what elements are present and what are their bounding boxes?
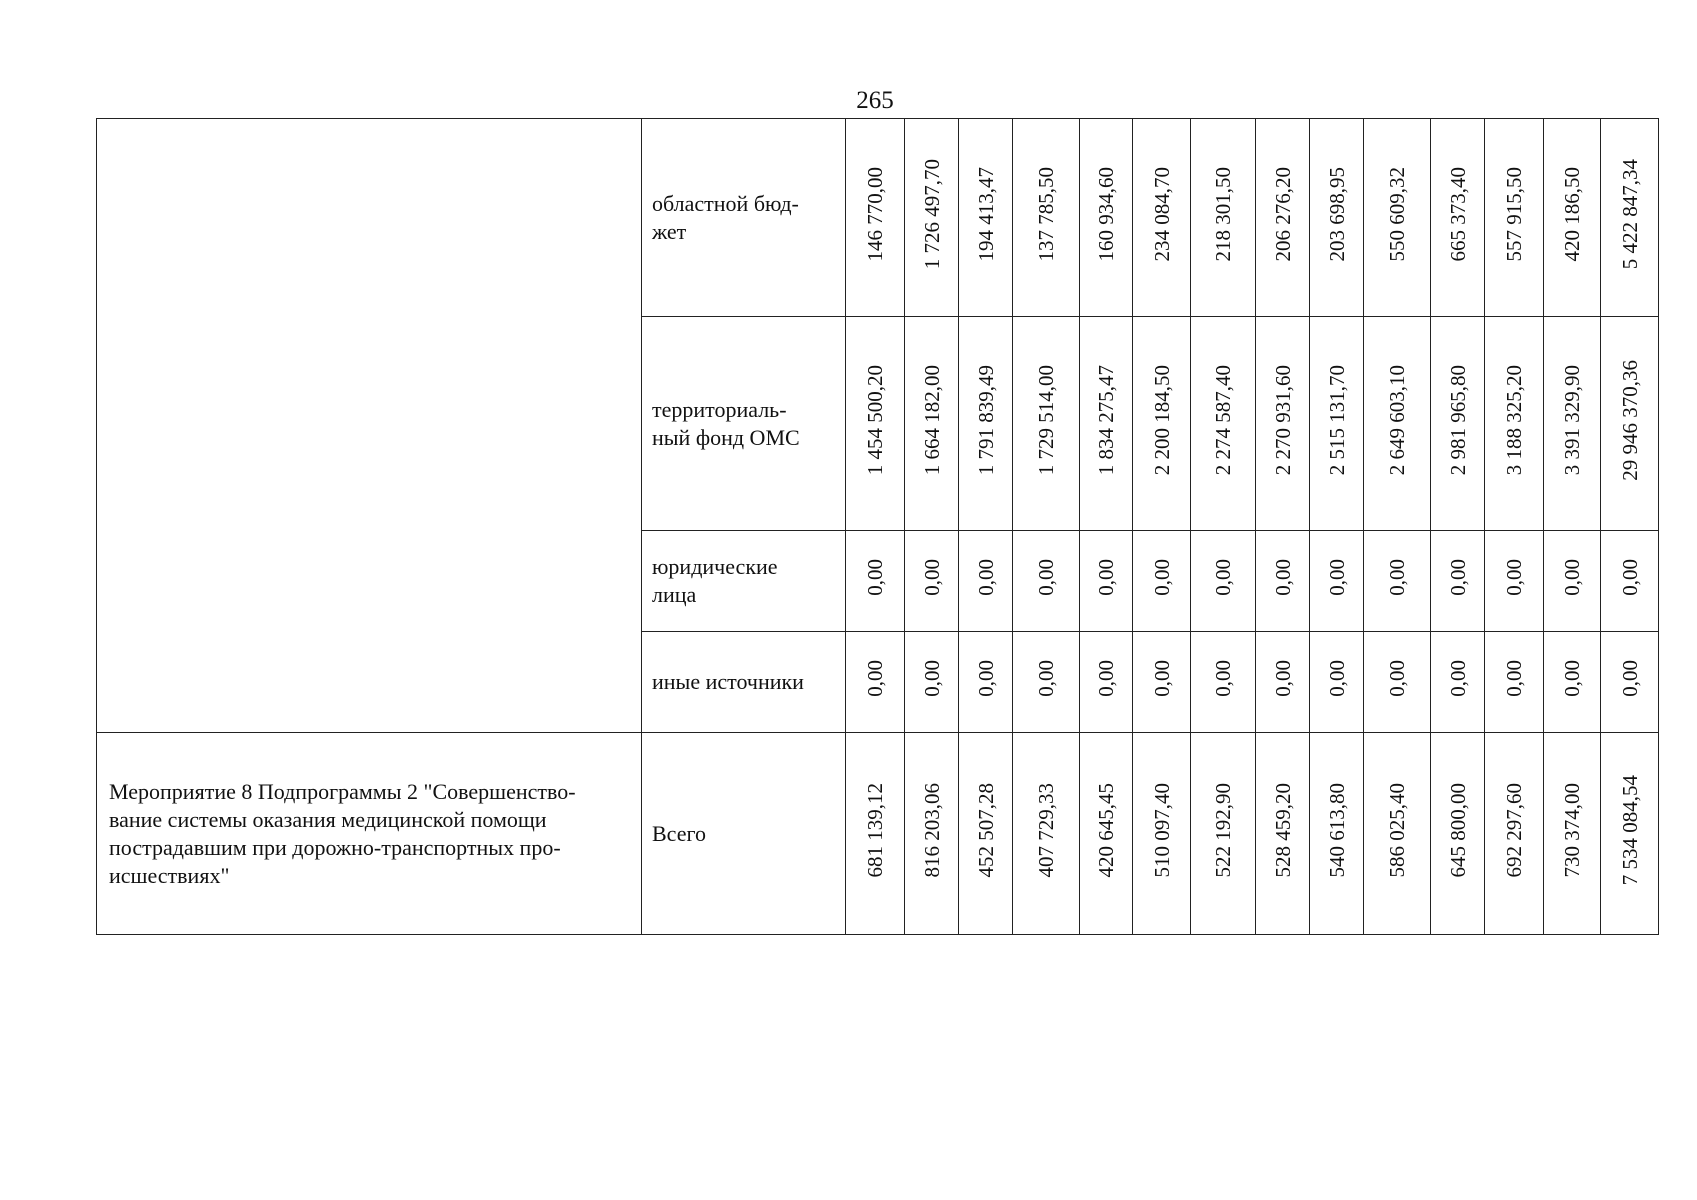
amount-cell [1191,733,1256,935]
amount-value: 2 981 965,80 [1445,364,1470,476]
event-name-cell [97,119,642,733]
funding-source-cell: юридические лица [642,531,846,632]
amount-cell [1544,119,1601,317]
amount-value: 1 729 514,00 [1034,364,1058,476]
amount-cell [1601,531,1659,632]
amount-cell [959,733,1013,935]
amount-value: 0,00 [1502,660,1526,697]
amount-value: 137 785,50 [1034,166,1058,262]
amount-cell [1191,119,1256,317]
amount-cell [905,733,959,935]
amount-value: 0,00 [1560,559,1584,596]
amount-value: 0,00 [1617,559,1642,596]
amount-cell [1191,317,1256,531]
amount-value: 1 454 500,20 [863,364,887,476]
amount-value: 0,00 [1385,660,1409,697]
amount-cell [1544,733,1601,935]
event-name-cell: Мероприятие 8 Подпрограммы 2 "Совершенство- вание системы оказания медицинской помощи пострадавшим при дорожно-транспортных про- исшествиях" [97,733,642,935]
amount-cell [1544,632,1601,733]
amount-value: 3 188 325,20 [1502,364,1526,476]
amount-value: 586 025,40 [1385,782,1409,878]
amount-cell [846,531,905,632]
amount-cell [1013,531,1080,632]
amount-cell [959,632,1013,733]
amount-value: 0,00 [1560,660,1584,697]
amount-cell [1191,531,1256,632]
amount-value: 407 729,33 [1034,782,1058,878]
amount-value: 206 276,20 [1270,166,1295,262]
amount-cell [1133,317,1191,531]
amount-value: 816 203,06 [919,782,944,878]
amount-value: 420 645,45 [1094,782,1118,878]
amount-value: 0,00 [973,559,998,596]
amount-value: 2 515 131,70 [1324,364,1349,476]
amount-value: 2 649 603,10 [1385,364,1409,476]
amount-cell [1364,119,1431,317]
amount-cell [1310,632,1364,733]
amount-cell [1485,317,1544,531]
table-row [97,119,1659,317]
amount-value: 522 192,90 [1211,782,1235,878]
amount-cell [1080,733,1133,935]
amount-cell [1431,531,1485,632]
amount-value: 5 422 847,34 [1617,158,1642,270]
amount-value: 0,00 [1385,559,1409,596]
amount-cell [1080,531,1133,632]
amount-cell [846,632,905,733]
amount-value: 218 301,50 [1211,166,1235,262]
amount-cell [1256,317,1310,531]
amount-value: 0,00 [1617,660,1642,697]
table-row [97,733,1659,935]
amount-cell [1601,632,1659,733]
amount-cell [1431,733,1485,935]
funding-source-cell: иные источники [642,632,846,733]
amount-value: 730 374,00 [1560,782,1584,878]
funding-source-cell: областной бюд- жет [642,119,846,317]
amount-value: 2 200 184,50 [1149,364,1174,476]
amount-value: 0,00 [919,660,944,697]
amount-value: 0,00 [1211,660,1235,697]
amount-cell [1364,531,1431,632]
amount-cell [1080,119,1133,317]
amount-value: 194 413,47 [973,166,998,262]
amount-cell [1133,531,1191,632]
amount-value: 528 459,20 [1270,782,1295,878]
amount-value: 681 139,12 [863,782,887,878]
amount-value: 692 297,60 [1502,782,1526,878]
amount-value: 0,00 [1034,660,1058,697]
amount-cell [1601,733,1659,935]
amount-cell [846,317,905,531]
amount-cell [1485,733,1544,935]
amount-value: 7 534 084,54 [1617,774,1642,886]
amount-cell [1485,531,1544,632]
amount-value: 0,00 [1445,660,1470,697]
amount-cell [905,119,959,317]
amount-cell [1544,531,1601,632]
amount-cell [1013,632,1080,733]
amount-value: 0,00 [1149,559,1174,596]
amount-value: 146 770,00 [863,166,887,262]
amount-value: 2 270 931,60 [1270,364,1295,476]
amount-cell [905,632,959,733]
amount-value: 557 915,50 [1502,166,1526,262]
amount-cell [1256,733,1310,935]
amount-cell [1256,531,1310,632]
amount-value: 1 791 839,49 [973,364,998,476]
amount-value: 550 609,32 [1385,166,1409,262]
amount-value: 665 373,40 [1445,166,1470,262]
amount-value: 0,00 [973,660,998,697]
funding-source-cell: Всего [642,733,846,935]
amount-cell [1191,632,1256,733]
amount-cell [1431,632,1485,733]
amount-value: 0,00 [1270,559,1295,596]
amount-value: 0,00 [919,559,944,596]
amount-cell [1364,317,1431,531]
amount-cell [1080,317,1133,531]
amount-cell [905,531,959,632]
amount-cell [1013,733,1080,935]
amount-cell [1013,317,1080,531]
amount-value: 540 613,80 [1324,782,1349,878]
funding-source-cell: территориаль- ный фонд ОМС [642,317,846,531]
amount-cell [959,531,1013,632]
amount-cell [1601,119,1659,317]
amount-cell [1364,632,1431,733]
amount-value: 0,00 [1324,559,1349,596]
amount-value: 420 186,50 [1560,166,1584,262]
amount-cell [1133,632,1191,733]
amount-cell [1544,317,1601,531]
amount-value: 0,00 [863,559,887,596]
amount-value: 2 274 587,40 [1211,364,1235,476]
funding-table [96,118,1659,935]
amount-cell [959,119,1013,317]
amount-value: 29 946 370,36 [1617,359,1642,481]
amount-value: 0,00 [1149,660,1174,697]
amount-value: 203 698,95 [1324,166,1349,262]
amount-cell [1256,119,1310,317]
amount-cell [1485,119,1544,317]
amount-cell [1310,119,1364,317]
amount-cell [1310,733,1364,935]
amount-value: 0,00 [1211,559,1235,596]
amount-cell [846,733,905,935]
amount-value: 3 391 329,90 [1560,364,1584,476]
amount-cell [1364,733,1431,935]
amount-value: 234 084,70 [1149,166,1174,262]
amount-value: 645 800,00 [1445,782,1470,878]
amount-cell [1133,119,1191,317]
amount-cell [1080,632,1133,733]
amount-cell [905,317,959,531]
amount-value: 160 934,60 [1094,166,1118,262]
amount-cell [1310,317,1364,531]
amount-value: 0,00 [1324,660,1349,697]
amount-value: 510 097,40 [1149,782,1174,878]
amount-cell [1485,632,1544,733]
amount-cell [959,317,1013,531]
amount-value: 0,00 [1034,559,1058,596]
amount-cell [1256,632,1310,733]
amount-value: 0,00 [1502,559,1526,596]
amount-cell [1310,531,1364,632]
amount-value: 1 664 182,00 [919,364,944,476]
amount-cell [1601,317,1659,531]
page-number: 265 [856,87,894,114]
amount-value: 452 507,28 [973,782,998,878]
amount-cell [1431,317,1485,531]
amount-value: 0,00 [1270,660,1295,697]
amount-value: 0,00 [863,660,887,697]
amount-cell [846,119,905,317]
amount-value: 0,00 [1094,559,1118,596]
amount-cell [1013,119,1080,317]
amount-cell [1133,733,1191,935]
amount-value: 0,00 [1445,559,1470,596]
amount-value: 1 726 497,70 [919,158,944,270]
amount-cell [1431,119,1485,317]
amount-value: 1 834 275,47 [1094,364,1118,476]
amount-value: 0,00 [1094,660,1118,697]
